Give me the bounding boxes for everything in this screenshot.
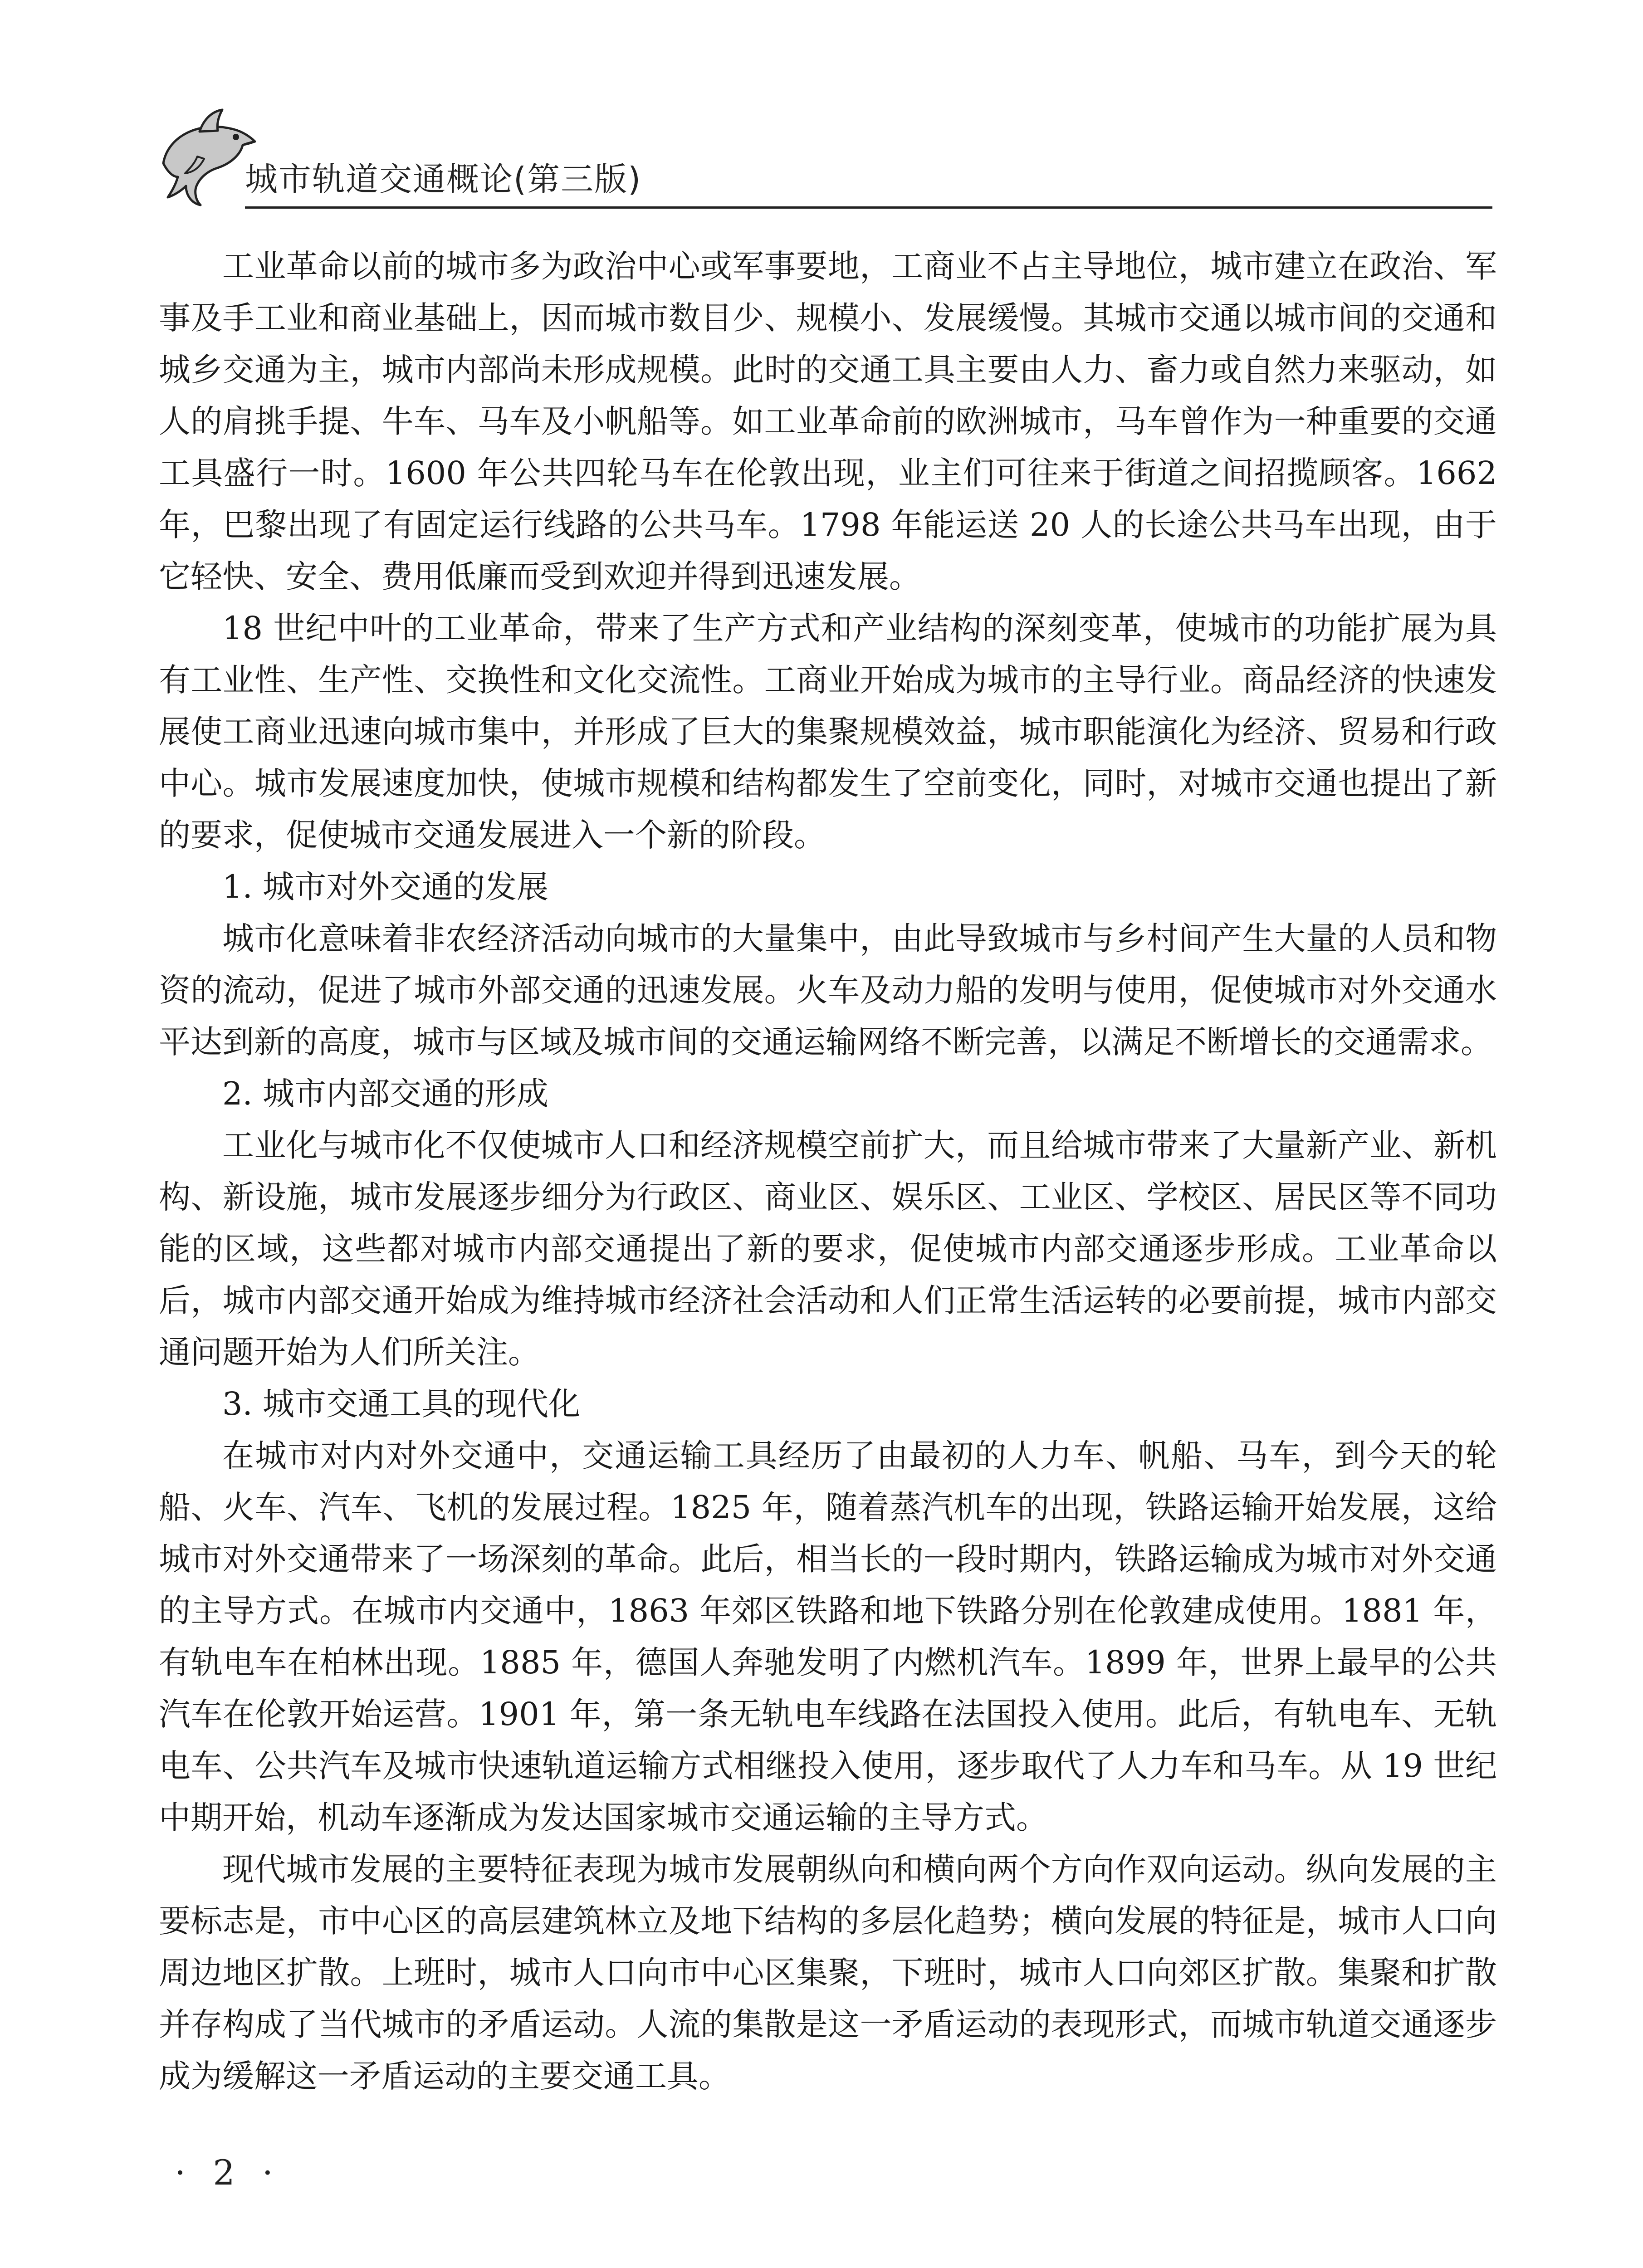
paragraph-modern-city: 现代城市发展的主要特征表现为城市发展朝纵向和横向两个方向作双向运动。纵向发展的主要标志是，市中心区的高层建筑林立及地下结构的多层化趋势；横向发展的特征是，城市人口向周边地区扩散。上班时，城市人口向市中心区集聚，下班时，城市人口向郊区扩散。集聚和扩散并存构成了当代城市的矛盾运动。人流的集散是这一矛盾运动的表现形式，而城市轨道交通逐步成为缓解这一矛盾运动的主要交通工具。 [159,1851,1497,2095]
section-heading-external-traffic: 1. 城市对外交通的发展 [222,868,549,905]
paragraph-pre-industrial: 工业革命以前的城市多为政治中心或军事要地，工商业不占主导地位，城市建立在政治、军事及手工业和商业基础上，因而城市数目少、规模小、发展缓慢。其城市交通以城市间的交通和城乡交通为主，城市内部尚未形成规模。此时的交通工具主要由人力、畜力或自然力来驱动，如人的肩挑手提、牛车、马车及小帆船等。如工业革命前的欧洲城市，马车曾作为一种重要的交通工具盛行一时。1600 年公共四轮马车在伦敦出现，业主们可往来于街道之间招揽顾客。1662 年，巴黎出现了有固定运行线路的公共马车。1798 年能运送 20 人的长途公共马车出现，由于它轻快、安全、费用低廉而受到欢迎并得到迅速发展。 [159,248,1497,595]
paragraph-modernization: 在城市对内对外交通中，交通运输工具经历了由最初的人力车、帆船、马车，到今天的轮船、火车、汽车、飞机的发展过程。1825 年，随着蒸汽机车的出现，铁路运输开始发展，这给城市对外交通带来了一场深刻的革命。此后，相当长的一段时期内，铁路运输成为城市对外交通的主导方式。在城市内交通中，1863 年郊区铁路和地下铁路分别在伦敦建成使用。1881 年，有轨电车在柏林出现。1885 年，德国人奔驰发明了内燃机汽车。1899 年，世界上最早的公共汽车在伦敦开始运营。1901 年，第一条无轨电车线路在法国投入使用。此后，有轨电车、无轨电车、公共汽车及城市快速轨道运输方式相继投入使用，逐步取代了人力车和马车。从 19 世纪中期开始，机动车逐渐成为发达国家城市交通运输的主导方式。 [159,1437,1497,1836]
page-number: · 2 · [175,2152,281,2193]
paragraph-external-traffic: 城市化意味着非农经济活动向城市的大量集中，由此导致城市与乡村间产生大量的人员和物资的流动，促进了城市外部交通的迅速发展。火车及动力船的发明与使用，促使城市对外交通水平达到新的高度，城市与区域及城市间的交通运输网络不断完善，以满足不断增长的交通需求。 [159,920,1497,1061]
section-heading-internal-traffic: 2. 城市内部交通的形成 [222,1075,549,1112]
section-heading-modernization: 3. 城市交通工具的现代化 [222,1385,581,1422]
paragraph-internal-traffic: 工业化与城市化不仅使城市人口和经济规模空前扩大，而且给城市带来了大量新产业、新机构、新设施，城市发展逐步细分为行政区、商业区、娱乐区、工业区、学校区、居民区等不同功能的区域，这些都对城市内部交通提出了新的要求，促使城市内部交通逐步形成。工业革命以后，城市内部交通开始成为维持城市经济社会活动和人们正常生活运转的必要前提，城市内部交通问题开始为人们所关注。 [159,1127,1497,1371]
header-divider [245,206,1492,209]
book-title: 城市轨道交通概论(第三版) [245,160,642,198]
paragraph-industrial-revolution: 18 世纪中叶的工业革命，带来了生产方式和产业结构的深刻变革，使城市的功能扩展为具有工业性、生产性、交换性和文化交流性。工商业开始成为城市的主导行业。商品经济的快速发展使工商业迅速向城市集中，并形成了巨大的集聚规模效益，城市职能演化为经济、贸易和行政中心。城市发展速度加快，使城市规模和结构都发生了空前变化，同时，对城市交通也提出了新的要求，促使城市交通发展进入一个新的阶段。 [159,610,1497,854]
page-body [159,240,1497,2102]
page-header [150,104,1492,213]
